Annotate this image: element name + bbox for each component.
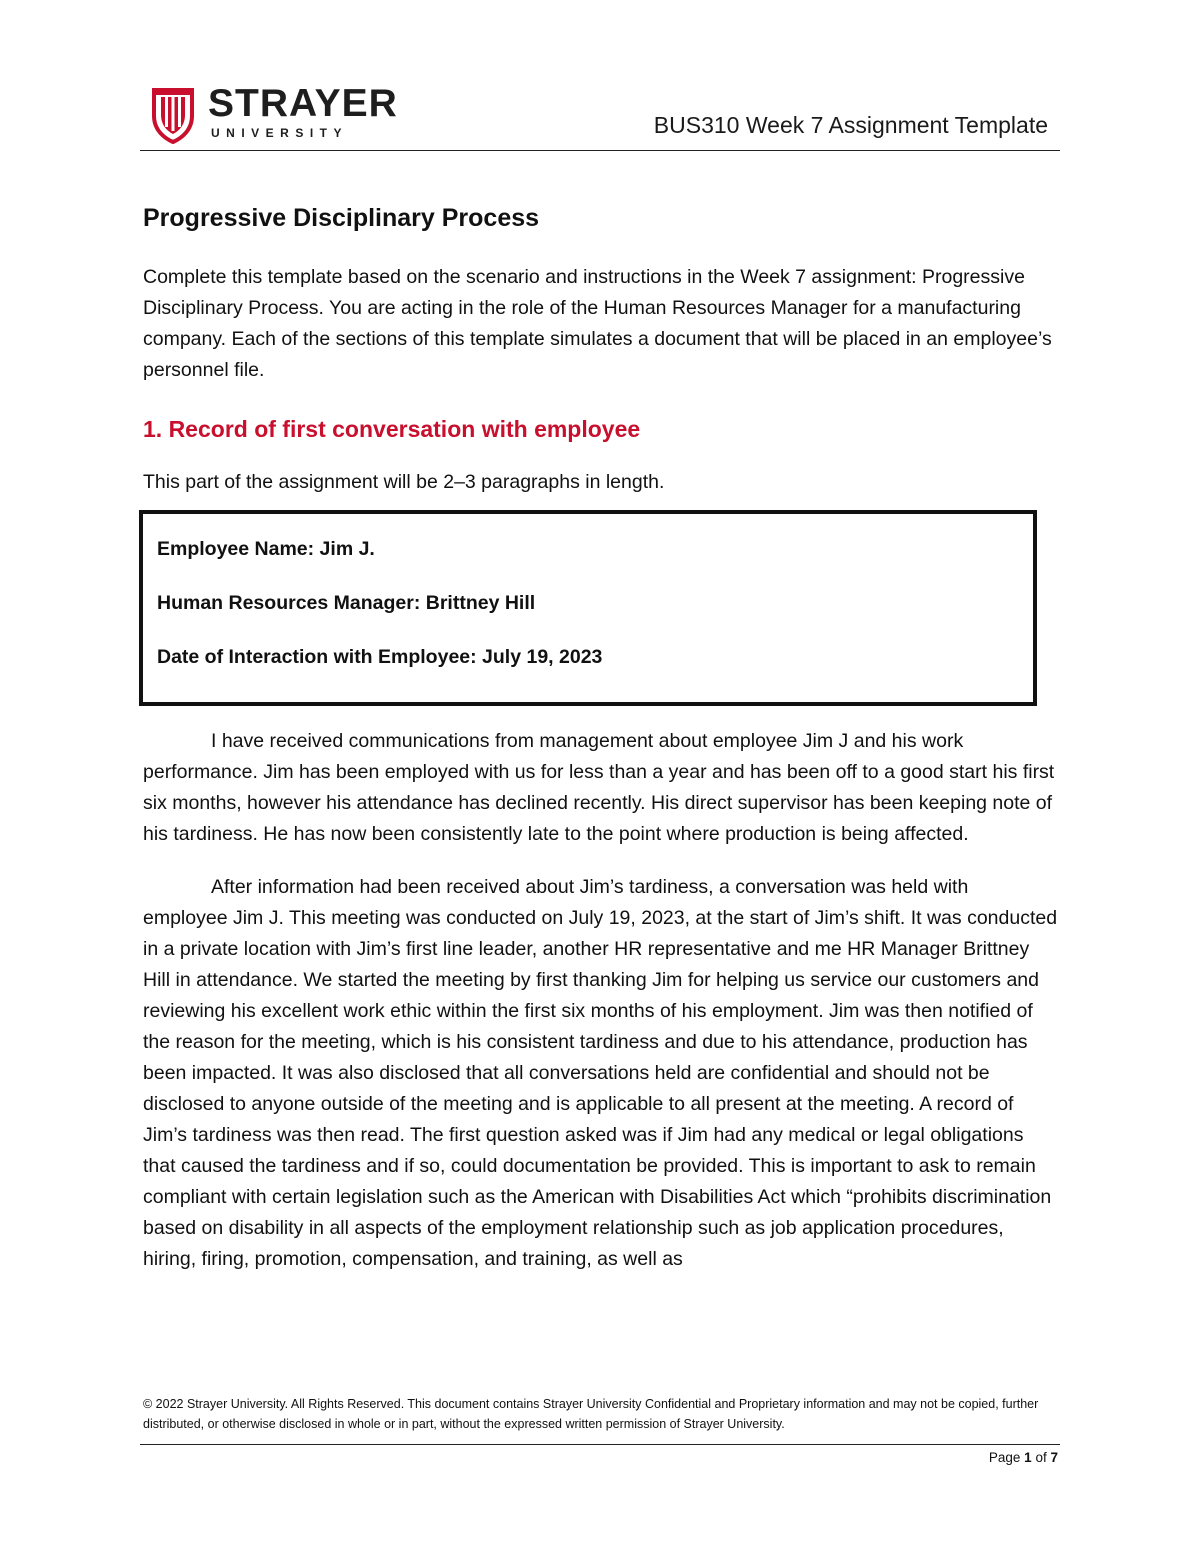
employee-name: Employee Name: Jim J. bbox=[157, 538, 375, 560]
copyright-notice: © 2022 Strayer University. All Rights Reserved. This document contains Strayer University Confidential and Proprietary information and may not be copied, further distributed, or otherwise disclosed in whole or in part, without the expressed written permission of Strayer University. bbox=[143, 1397, 1039, 1431]
page-current: 1 bbox=[1024, 1450, 1032, 1465]
hr-manager-name: Human Resources Manager: Brittney Hill bbox=[157, 592, 536, 614]
page-total: 7 bbox=[1050, 1450, 1058, 1465]
logo-wordmark: STRAYER bbox=[208, 82, 398, 125]
section-note: This part of the assignment will be 2–3 paragraphs in length. bbox=[143, 471, 665, 493]
page-of: of bbox=[1035, 1450, 1047, 1465]
page-label: Page bbox=[988, 1450, 1021, 1465]
body-paragraph: After information had been received about Jim’s tardiness, a conversation was held with employee Jim J. This meeting was conducted on July 19, 2023, at the start of Jim’s shift. It was conducted in a private location with Jim’s first line leader, another HR representative and me HR Manager Brittney Hill in attendance. We started the meeting by first thanking Jim for helping us service our customers and reviewing his excellent work ethic within the first six months of his employment. Jim was then notified of the reason for the meeting, which is his consistent tardiness and due to his attendance, production has been impacted. It was also disclosed that all conversations held are confidential and should not be disclosed to anyone outside of the meeting and is applicable to all present at the meeting. A record of Jim’s tardiness was then read. The first question asked was if Jim had any medical or legal obligations that caused the tardiness and if so, could documentation be provided. This is important to ask to remain compliant with certain legislation such as the American with Disabilities Act which “prohibits discrimination based on disability in all aspects of the employment relationship such as job application procedures, hiring, firing, promotion, compensation, and training, as well as bbox=[143, 876, 1058, 1270]
footer-divider bbox=[140, 1444, 1060, 1445]
intro-paragraph: Complete this template based on the scenario and instructions in the Week 7 assignment: Progressive Disciplinary Process. You are acting in the role of the Human Resources Manager for a manufacturing company. Each of the sections of this template simulates a document that will be placed in an employee’s personnel file. bbox=[143, 266, 1052, 381]
interaction-date: Date of Interaction with Employee: July 19, 2023 bbox=[157, 646, 603, 668]
strayer-logo bbox=[150, 82, 410, 146]
section-heading: 1. Record of first conversation with employee bbox=[143, 416, 641, 442]
page-header bbox=[140, 84, 1060, 151]
employee-info-box bbox=[139, 510, 1037, 706]
shield-icon bbox=[150, 86, 196, 144]
page-number bbox=[989, 1450, 1058, 1465]
page-title: Progressive Disciplinary Process bbox=[143, 204, 540, 232]
document-body bbox=[143, 200, 1058, 1275]
header-title: BUS310 Week 7 Assignment Template bbox=[653, 112, 1048, 138]
logo-subtext: UNIVERSITY bbox=[211, 126, 349, 140]
body-paragraph: I have received communications from management about employee Jim J and his work performance. Jim has been employed with us for less than a year and has been off to a good start his first six months, however his attendance has declined recently. His direct supervisor has been keeping note of his tardiness. He has now been consistently late to the point where production is being affected. bbox=[143, 730, 1055, 845]
